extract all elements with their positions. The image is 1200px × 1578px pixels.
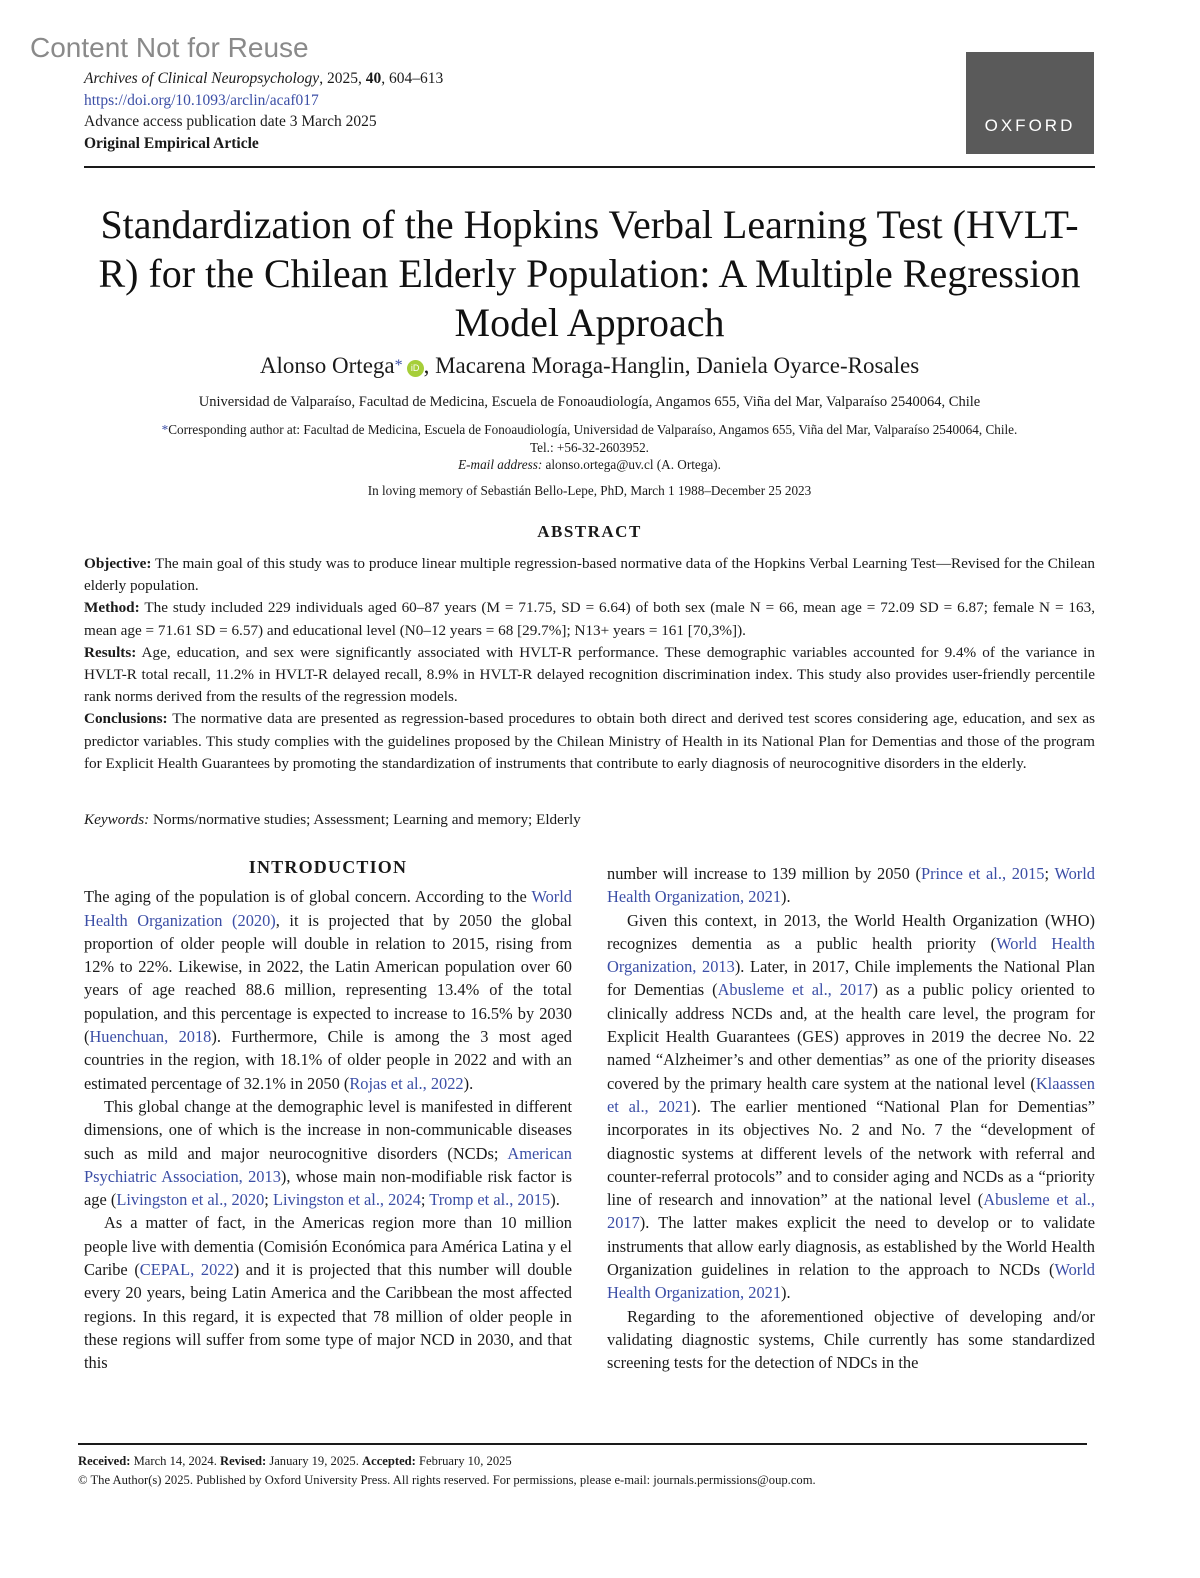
text-run: ). The earlier mentioned “National Plan for Dementias” incorporates in its objectives No. 2 and No. 7 the “development of diagnostic systems at different levels of the network with referral and counter-referral protocols” and to consider aging and NCDs as a “priority line of research and innovation” at the national level ( xyxy=(607,1096,1095,1210)
text-run: , it is projected that by 2050 the global proportion of older people will double in relation to 2015, rising from 12% to 22%. Likewise, in 2022, the Latin American population over 60 years of age reached 88.6 million, representing 13.4% of the total population, and this percentage is expected to increase to 16.5% by 2030 ( xyxy=(84,910,572,1047)
corresponding-marker: * xyxy=(161,422,169,437)
journal-name: Archives of Clinical Neuropsychology xyxy=(84,70,320,87)
revised-date: January 19, 2025. xyxy=(266,1454,363,1468)
citation-link[interactable]: Prince et al., 2015 xyxy=(920,864,1045,883)
text-run: ) and it is projected that this number will double every 20 years, being Latin America and the Caribbean the most affected regions. In this regard, it is expected that 78 million of older people in these regions will suffer from some type of major NCD in 2030, and that this xyxy=(84,1260,572,1373)
keywords-value: Norms/normative studies; Assessment; Learning and memory; Elderly xyxy=(149,811,581,828)
watermark: Content Not for Reuse xyxy=(30,32,309,63)
article-type: Original Empirical Article xyxy=(84,134,259,152)
journal-volume: 40 xyxy=(365,70,382,87)
abstract-body xyxy=(84,553,1095,775)
received-label: Received: xyxy=(78,1454,131,1468)
text-run: This global change at the demographic level is manifested in different dimensions, one of which is the increase in non-communicable diseases such as mild and major neurocognitive disorders (NCDs; xyxy=(84,1096,572,1163)
intro-paragraph-1 xyxy=(84,885,572,1095)
citation-link[interactable]: Livingston et al., 2024 xyxy=(272,1190,421,1210)
header-divider xyxy=(84,166,1095,168)
citation-link[interactable]: Huenchuan, 2018 xyxy=(89,1027,212,1047)
accepted-label: Accepted: xyxy=(362,1454,416,1468)
article-dates xyxy=(78,1452,1098,1471)
citation-link[interactable]: Klaassen et al., 2021 xyxy=(607,1073,1095,1116)
citation-link[interactable]: Tromp et al., 2015 xyxy=(429,1190,551,1210)
journal-year: , 2025, xyxy=(319,70,366,87)
citation-link[interactable]: World Health Organization, 2021 xyxy=(607,864,1095,907)
objective-text: The main goal of this study was to produce linear multiple regression-based normative data of the Hopkins Verbal Learning Test—Revised for the Chilean elderly population. xyxy=(84,555,1095,595)
text-run: ). xyxy=(781,1283,791,1303)
text-run: number will increase to 139 million by 2050 ( xyxy=(607,864,921,883)
citation-link[interactable]: World Health Organization, 2013 xyxy=(607,933,1095,977)
abstract-conclusions xyxy=(84,708,1095,775)
conclusions-label: Conclusions: xyxy=(84,710,168,728)
author-rest: , Macarena Moraga-Hanglin, Daniela Oyarce-Rosales xyxy=(423,353,920,378)
intro-paragraph-5 xyxy=(607,1305,1095,1375)
citation-link[interactable]: World Health Organization, 2021 xyxy=(607,1260,1095,1303)
text-run: ), whose main non-modifiable risk factor is age ( xyxy=(84,1166,572,1210)
email-label: E-mail address: xyxy=(458,457,543,472)
abstract-method xyxy=(84,597,1095,641)
text-run: ; xyxy=(264,1190,273,1210)
conclusions-text: The normative data are presented as regression-based procedures to obtain both direct and derived test scores considering age, education, and sex as predictor variables. This study complies with the guidelines proposed by the Chilean Ministry of Health in its National Plan for Dementias and those of the program for Explicit Health Guarantees by promoting the standardization of instruments that contribute to early diagnosis of neurocognitive disorders in the elderly. xyxy=(84,710,1095,772)
received-date: March 14, 2024. xyxy=(130,1454,220,1468)
results-label: Results: xyxy=(84,643,137,661)
citation-link[interactable]: American Psychiatric Association, 2013 xyxy=(84,1143,572,1186)
text-run: ; xyxy=(420,1190,430,1210)
doi-link[interactable]: https://doi.org/10.1093/arclin/acaf017 xyxy=(84,91,319,109)
text-run: ). xyxy=(550,1190,560,1210)
introduction-heading: INTRODUCTION xyxy=(248,857,408,877)
text-run: Given this context, in 2013, the World Health Organization (WHO) recognizes dementia as a public health priority ( xyxy=(607,910,1095,953)
orcid-icon[interactable]: iD xyxy=(407,360,424,377)
copyright-notice: © The Author(s) 2025. Published by Oxford University Press. All rights reserved. For permissions, please e-mail: journals.permissions@oup.com. xyxy=(78,1473,816,1487)
citation-link[interactable]: Rojas et al., 2022 xyxy=(349,1073,464,1093)
corresponding-phone: Tel.: +56-32-2603952. xyxy=(530,439,649,455)
text-run: The aging of the population is of global concern. According to the xyxy=(84,887,532,907)
intro-paragraph-3-cont xyxy=(607,862,1095,909)
text-run: ). Later, in 2017, Chile implements the National Plan for Dementias ( xyxy=(607,957,1095,1000)
advance-access-date: Advance access publication date 3 March 2025 xyxy=(84,113,377,130)
text-run: ; xyxy=(1044,864,1055,883)
journal-citation xyxy=(84,68,443,90)
intro-paragraph-2 xyxy=(84,1095,572,1211)
right-column xyxy=(607,862,1095,1375)
results-text: Age, education, and sex were significantly associated with HVLT-R performance. These demographic variables accounted for 9.4% of the variance in HVLT-R total recall, 11.2% in HVLT-R delayed recall, 8.9% in HVLT-R delayed recognition discrimination index. This study also provides user-friendly percentile rank norms derived from the results of the regression models. xyxy=(84,643,1095,706)
revised-label: Revised: xyxy=(220,1454,267,1468)
author-first[interactable]: Alonso Ortega xyxy=(259,353,395,378)
method-label: Method: xyxy=(84,599,140,617)
abstract-heading: ABSTRACT xyxy=(537,522,642,541)
text-run: ). xyxy=(463,1073,474,1093)
citation-link[interactable]: World Health Organization (2020) xyxy=(84,887,572,930)
oxford-logo: OXFORD xyxy=(966,52,1094,154)
method-text: The study included 229 individuals aged 60–87 years (M = 71.75, SD = 6.64) of both sex (male N = 66, mean age = 72.09 SD = 6.87; female N = 163, mean age = 71.61 SD = 6.57) and educational level (N0–12 years = 68 [29.7%]; N13+ years = 161 [70,3%]). xyxy=(84,599,1095,639)
author-list xyxy=(84,350,1095,382)
objective-label: Objective: xyxy=(84,555,152,572)
corresponding-line1: Corresponding author at: Facultad de Medicina, Escuela de Fonoaudiología, Universidad de Valparaíso, Angamos 655, Viña del Mar, Valparaíso 2540064, Chile. xyxy=(168,422,1018,437)
citation-link[interactable]: Abusleme et al., 2017 xyxy=(717,980,873,1000)
accepted-date: February 10, 2025 xyxy=(415,1454,512,1468)
intro-paragraph-3 xyxy=(84,1211,572,1374)
journal-header xyxy=(84,68,443,154)
text-run: ). The latter makes explicit the need to develop or to validate instruments that allow early diagnosis, as established by the World Health Organization guidelines in relation to the approach to NCDs ( xyxy=(607,1213,1095,1280)
email-value[interactable]: alonso.ortega@uv.cl (A. Ortega). xyxy=(542,457,721,472)
keywords-label: Keywords: xyxy=(84,811,150,828)
text-run: Regarding to the aforementioned objective of developing and/or validating diagnostic systems, Chile currently has some standardized screening tests for the detection of NDCs in the xyxy=(607,1306,1095,1373)
citation-link[interactable]: CEPAL, 2022 xyxy=(139,1260,234,1280)
dedication: In loving memory of Sebastián Bello-Lepe, PhD, March 1 1988–December 25 2023 xyxy=(367,483,812,498)
text-run: ). Furthermore, Chile is among the 3 most aged countries in the region, with 18.1% of older people in 2022 and with an estimated percentage of 32.1% in 2050 ( xyxy=(84,1027,572,1093)
corresponding-author xyxy=(84,421,1095,474)
article-title: Standardization of the Hopkins Verbal Learning Test (HVLT-R) for the Chilean Elderly Population: A Multiple Regression Model Approach xyxy=(98,202,1081,345)
keywords xyxy=(84,809,1095,831)
text-run: ). xyxy=(781,887,791,907)
citation-link[interactable]: Livingston et al., 2020 xyxy=(116,1190,265,1210)
citation-link[interactable]: Abusleme et al., 2017 xyxy=(607,1190,1095,1233)
left-column xyxy=(84,856,572,1375)
corresponding-star: * xyxy=(394,357,403,374)
journal-pages: , 604–613 xyxy=(381,70,444,87)
affiliation: Universidad de Valparaíso, Facultad de Medicina, Escuela de Fonoaudiología, Angamos 655, Viña del Mar, Valparaíso 2540064, Chile xyxy=(198,394,981,410)
text-run: As a matter of fact, in the Americas region more than 10 million people live with dementia (Comisión Económica para América Latina y el Caribe ( xyxy=(84,1213,572,1280)
abstract-results xyxy=(84,642,1095,709)
intro-paragraph-4 xyxy=(607,909,1095,1305)
article-footer xyxy=(78,1452,1098,1490)
footer-divider xyxy=(78,1443,1087,1445)
text-run: ) as a public policy oriented to clinically address NCDs and, at the health care level, the program for Explicit Health Guarantees (GES) approves in 2019 the decree No. 22 named “Alzheimer’s and other dementias” as one of the priority diseases covered by the primary health care system at the national level ( xyxy=(607,980,1095,1093)
abstract-objective xyxy=(84,553,1095,597)
